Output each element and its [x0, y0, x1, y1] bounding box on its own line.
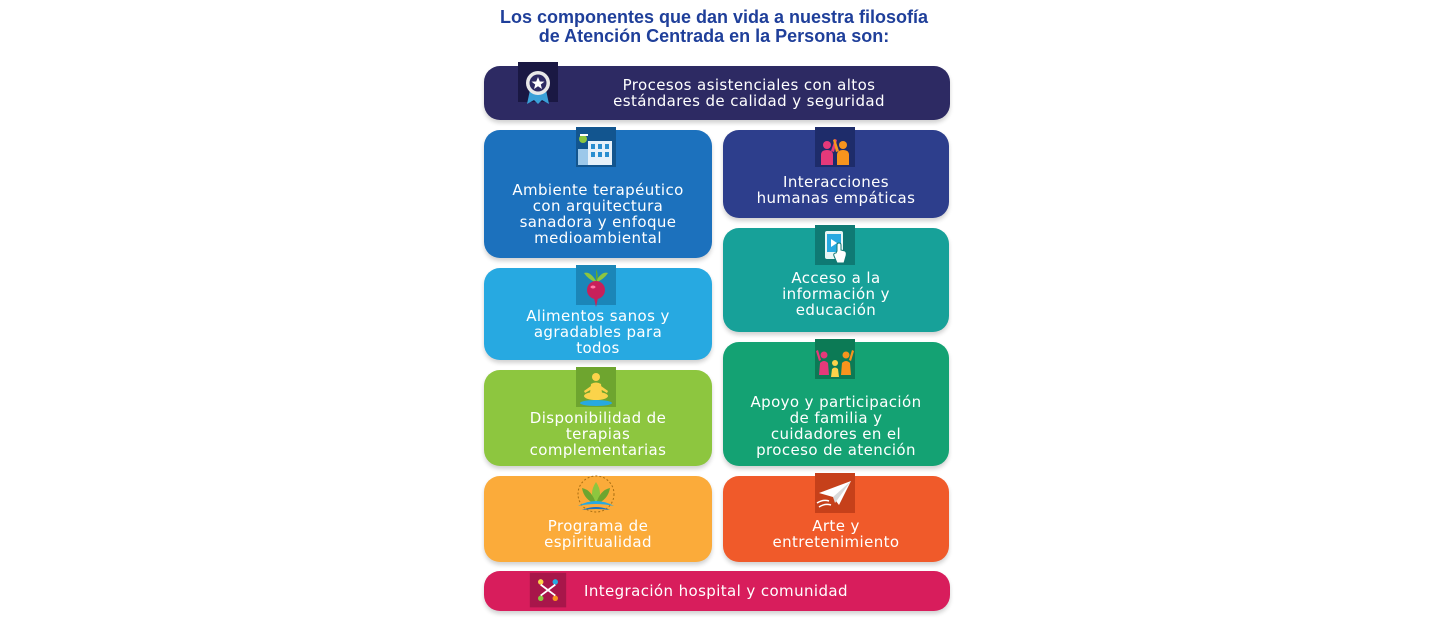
card-therapeutic-environment [484, 130, 712, 258]
title-line-2: de Atención Centrada en la Persona son: [538, 26, 890, 46]
award-medal-icon [516, 62, 560, 106]
family-group-icon [813, 339, 857, 383]
card-spirituality-program [484, 476, 712, 562]
card-label: Programa de espiritualidad [544, 517, 652, 551]
card-quality-processes [484, 66, 950, 120]
page-title [0, 8, 1432, 46]
card-label: Interacciones humanas empáticas [756, 173, 916, 207]
card-art-entertainment [723, 476, 949, 562]
card-family-support [723, 342, 949, 466]
tablet-touch-icon [813, 225, 857, 269]
card-label: Arte y entretenimiento [772, 517, 900, 551]
hospital-building-icon [574, 127, 618, 171]
people-high-five-icon [813, 127, 857, 171]
card-complementary-therapies [484, 370, 712, 466]
card-label: Acceso a la información y educación [782, 269, 890, 319]
paper-plane-icon [813, 473, 857, 517]
card-label: Apoyo y participación de familia y cuidadores en el proceso de atención [750, 393, 922, 459]
title-line-1: Los componentes que dan vida a nuestra filosofía [499, 7, 929, 27]
community-hands-icon [528, 571, 572, 615]
card-label: Alimentos sanos y agradables para todos [526, 307, 670, 357]
meditation-icon [574, 367, 618, 411]
radish-icon [574, 265, 618, 309]
card-healthy-food [484, 268, 712, 360]
card-label: Ambiente terapéutico con arquitectura sanadora y enfoque medioambiental [512, 181, 684, 247]
card-label: Integración hospital y comunidad [584, 582, 848, 600]
lotus-icon [574, 474, 618, 518]
card-community-integration [484, 571, 950, 611]
card-label: Disponibilidad de terapias complementarias [529, 409, 667, 459]
card-label: Procesos asistenciales con altos estándares de calidad y seguridad [613, 76, 885, 110]
card-empathetic-interactions [723, 130, 949, 218]
card-information-access [723, 228, 949, 332]
